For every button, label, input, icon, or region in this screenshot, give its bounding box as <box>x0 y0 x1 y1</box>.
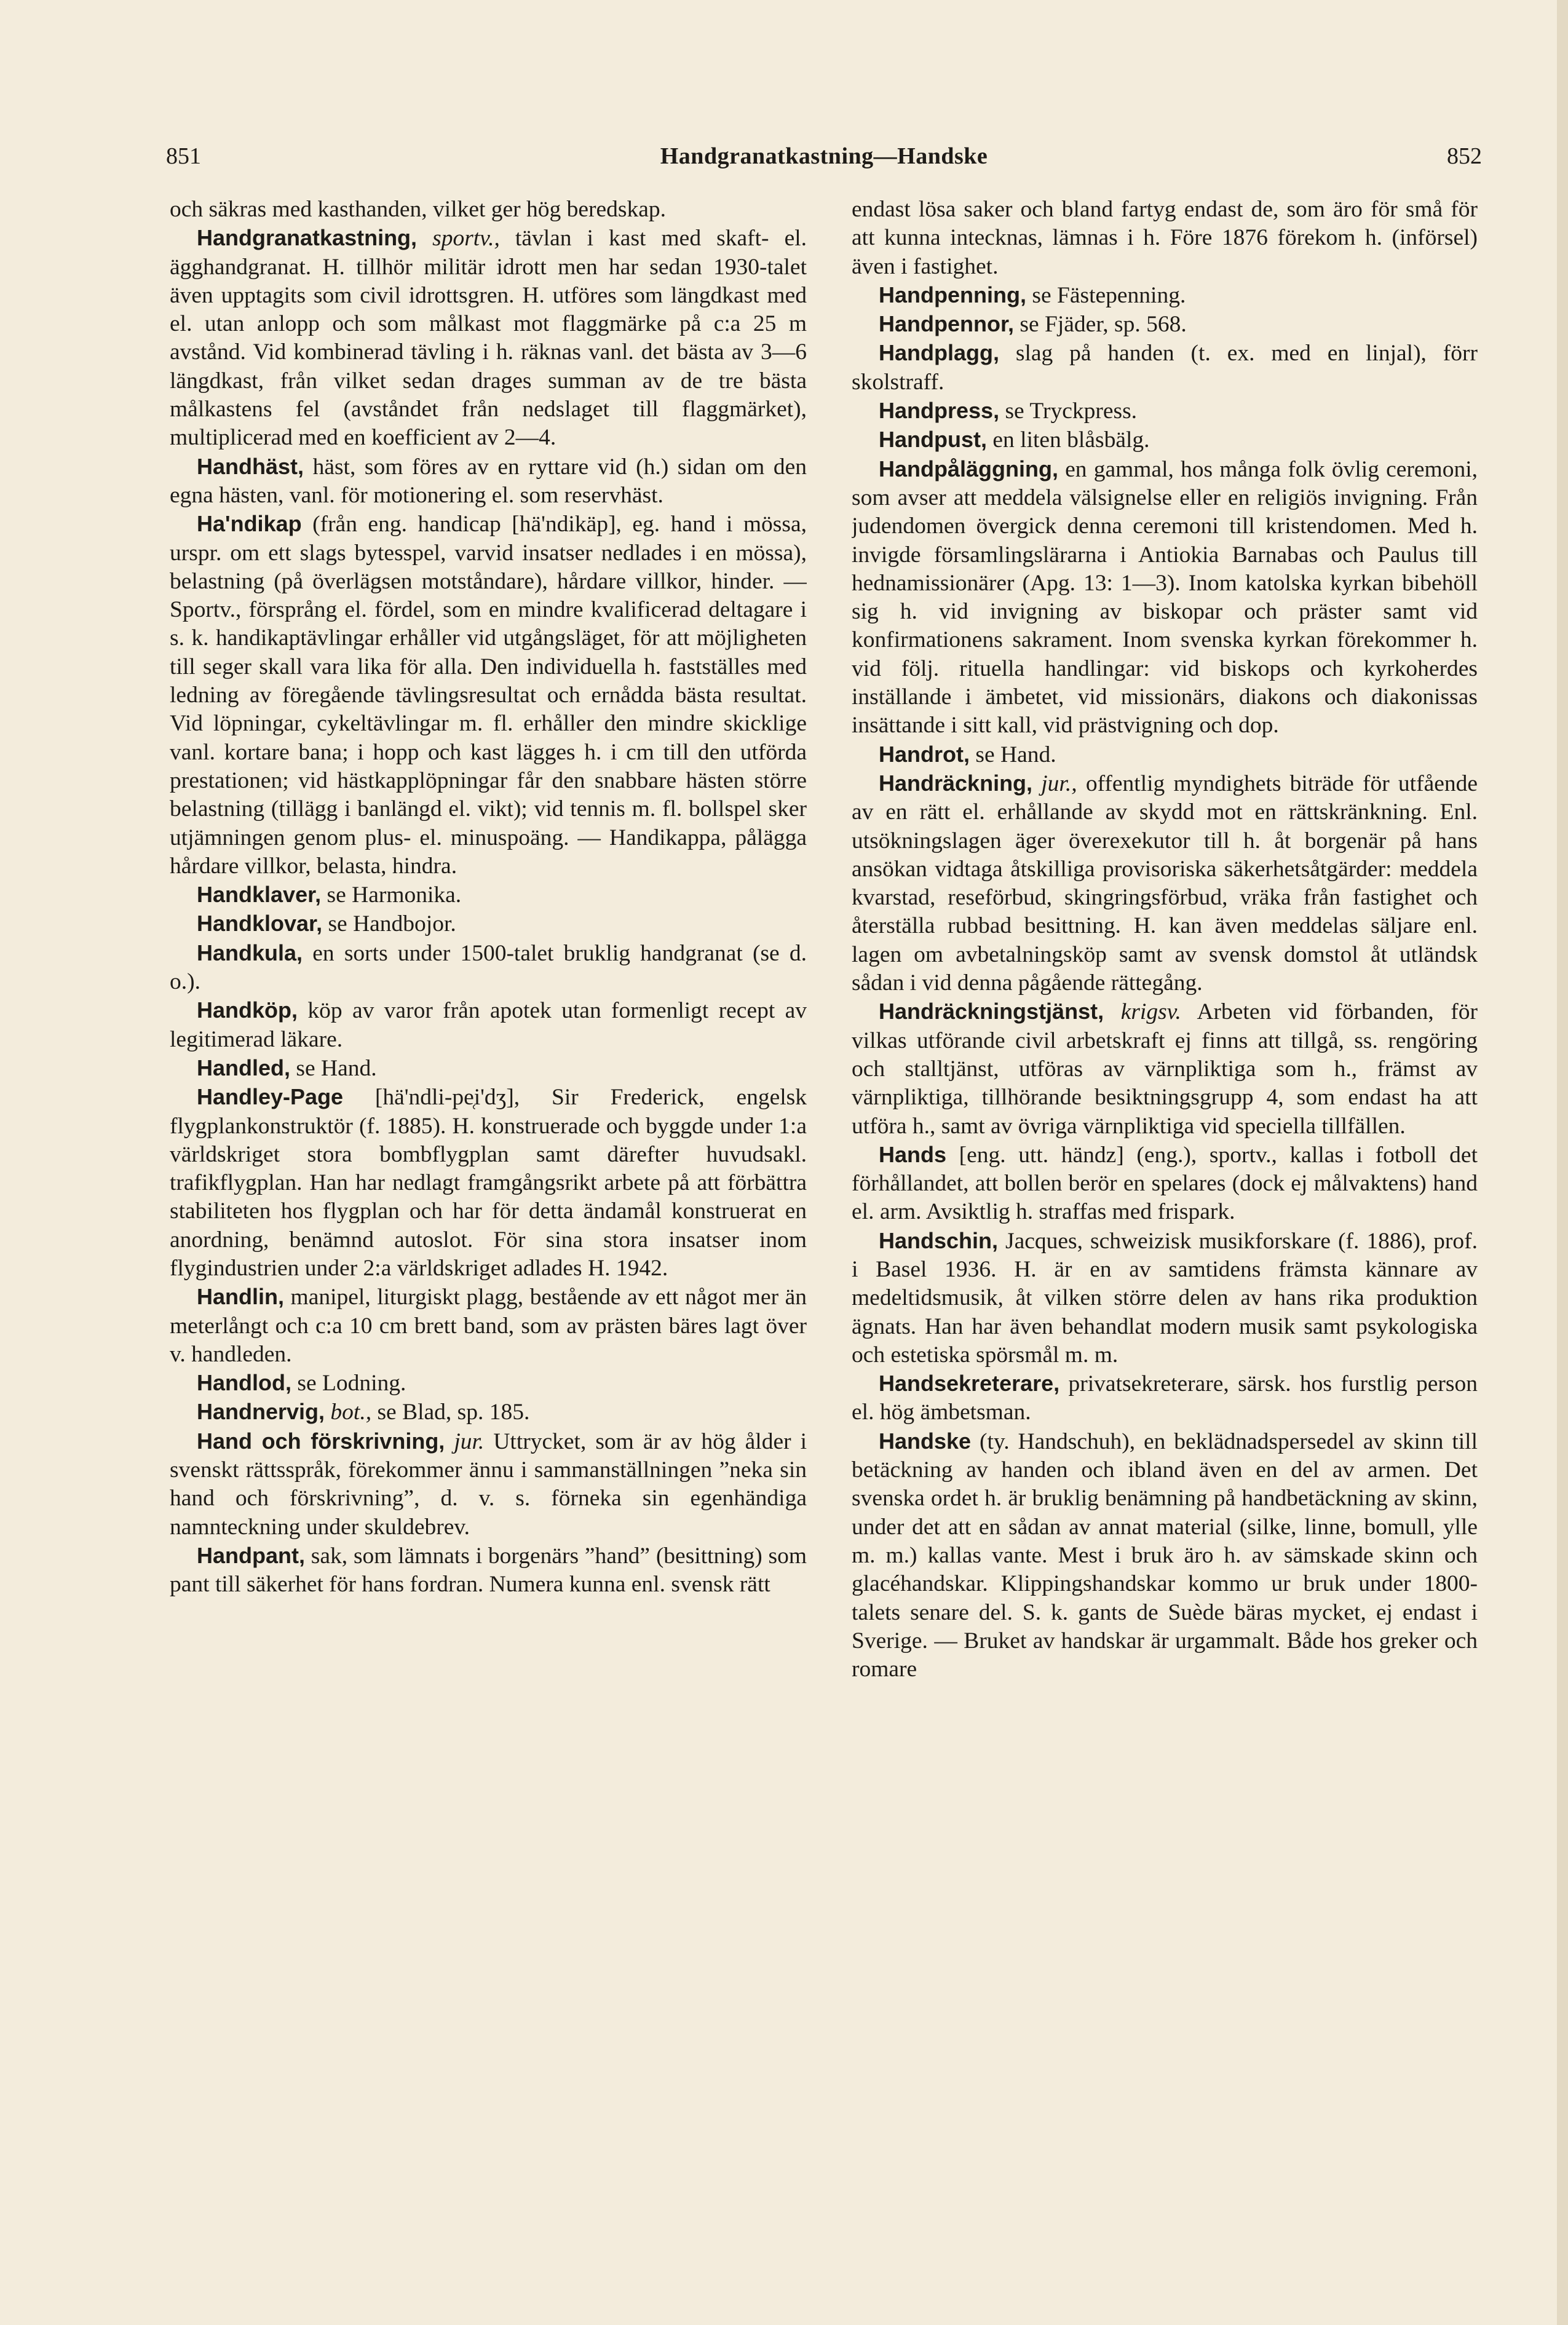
entry-text: [eng. utt. händz] (eng.), sportv., kallas i fotboll det förhållandet, att bollen berör en spelares (dock ej målvaktens) hand el. arm. Avsiktlig h. straffas med frispark. <box>852 1142 1478 1225</box>
dictionary-entry <box>170 1398 807 1427</box>
dictionary-entry <box>852 997 1478 1140</box>
entry-text: [hä'ndli-pe̜i'dʒ], Sir Frederick, engelsk flygplankonstruktör (f. 1885). H. konstruerade och byggde under 1:a världskriget stora bombflygplan samt därefter huvudsakl. trafikflygplan. Han har nedlagt framgångsrikt arbete på att förbättra stabiliteten hos flygplan och har för detta ändamål konstruerat en anordning, benämnd autoslot. För sina stora insatser inom flygindustrien under 2:a världskriget adlades H. 1942. <box>170 1085 807 1281</box>
entry-headword: Handkula, <box>197 940 303 965</box>
dictionary-entry <box>170 1283 807 1369</box>
entry-headword: Handpenning, <box>879 282 1026 307</box>
dictionary-entry <box>852 1227 1478 1369</box>
entry-domain-abbreviation: krigsv. <box>1120 999 1181 1025</box>
entry-headword: Handpress, <box>879 398 1000 424</box>
entry-headword: Handsekreterare, <box>879 1371 1060 1396</box>
entry-text: privatsekreterare, särsk. hos furstlig person el. hög ämbetsman. <box>852 1371 1478 1425</box>
dictionary-entry <box>170 939 807 997</box>
entry-text: se Lodning. <box>297 1371 406 1396</box>
entry-text: (ty. Handschuh), en beklädnadspersedel av skinn till betäckning av handen och ibland även en del av armen. Det svenska ordet h. är bruklig benämning på handbetäckning av skinn, under det att en sådan av annat material (silke, linne, bomull, ylle m. m.) kallas vante. Mest i bruk äro h. av sämskade skinn och glacéhandskar. Klippingshandskar kommo ur bruk under 1800-talets senare del. S. k. gants de Suède bäras mycket, ej endast i Sverige. — Bruket av handskar är urgammalt. Både hos greker och romare <box>852 1428 1478 1682</box>
dictionary-entry <box>170 881 807 909</box>
entry-headword: Handpåläggning, <box>879 456 1058 481</box>
dictionary-entry <box>170 224 807 452</box>
entry-text: Jacques, schweizisk musikforskare (f. 1886), prof. i Basel 1936. H. är en av samtidens främsta kännare av medeltidsmusik, åt vilken större delen av hans rika produktion ägnats. Han har även behandlat modern musik samt psykologiska och estetiska spörsmål m. m. <box>852 1228 1478 1368</box>
dictionary-entry <box>170 453 807 510</box>
right-column <box>852 196 1478 2305</box>
entry-text: se Tryckpress. <box>1005 398 1138 424</box>
entry-headword: Handpennor, <box>879 311 1015 337</box>
entry-headword: Handhäst, <box>197 453 304 479</box>
dictionary-entry <box>852 196 1478 281</box>
entry-headword: Handplagg, <box>879 340 999 366</box>
entry-text: och säkras med kasthanden, vilket ger hög beredskap. <box>170 197 667 222</box>
entry-headword: Handlod, <box>197 1370 291 1396</box>
dictionary-entry <box>170 196 807 224</box>
entry-domain-abbreviation: sportv., <box>432 226 500 252</box>
dictionary-entry <box>170 909 807 938</box>
entry-text: tävlan i kast med skaft- el. ägghandgranat. H. tillhör militär idrott men har sedan 1930-talet även upptagits som civil idrottsgren. H. utföres som längdkast med el. utan anlopp och som målkast mot flaggmärke på c:a 25 m avstånd. Vid kombinerad tävling i h. räknas vanl. det bästa av 3—6 längdkast, från vilket sedan drages summan av de tre bästa målkastens fel (avståndet från nedslaget till flaggmärket), multiplicerad med en koefficient av 2—4. <box>170 226 807 451</box>
entry-headword: Handlin, <box>197 1284 284 1310</box>
entry-text: se Fjäder, sp. 568. <box>1020 312 1187 338</box>
dictionary-entry <box>170 1054 807 1083</box>
dictionary-entry <box>852 339 1478 397</box>
entry-text: slag på handen (t. ex. med en linjal), förr skolstraff. <box>852 341 1478 395</box>
entry-text: köp av varor från apotek utan formenligt recept av legitimerad läkare. <box>170 998 807 1052</box>
dictionary-entry <box>852 1141 1478 1227</box>
entry-domain-abbreviation: bot., <box>330 1400 372 1425</box>
dictionary-entry <box>852 281 1478 310</box>
entry-headword: Handrot, <box>879 741 970 767</box>
dictionary-entry <box>170 1369 807 1398</box>
entry-headword: Handgranatkastning, <box>197 225 418 251</box>
entry-text: (från eng. handicap [hä'ndikäp], eg. hand i mössa, urspr. om ett slags bytesspel, varvid insatser nedlades i en mössa), belastning (på överlägsen motståndare), hårdare villkor, hinder. — Sportv., försprång el. fördel, som en mindre kvalificerad deltagare i s. k. handikaptävlingar erhåller vid utgångsläget, för att möjligheten till seger skall vara lika för alla. Den individuella h. fastställes med ledning av föregående tävlingsresultat och ernådda bästa resultat. Vid löpningar, cykeltävlingar m. fl. erhåller den mindre skicklige vanl. kortare bana; i hopp och kast lägges h. i cm till den utförda prestationen; vid hästkapplöpningar får den snabbare hästen större belastning (tillägg i banlängd el. vikt); vid tennis m. fl. bollspel sker utjämningen genom plus- el. minuspoäng. — Handikappa, pålägga hårdare villkor, belasta, hindra. <box>170 512 807 879</box>
page-number-right: 852 <box>1447 143 1482 169</box>
entry-headword: Ha'ndikap <box>197 511 302 537</box>
entry-headword: Handley-Page <box>197 1084 344 1110</box>
entry-text: se Hand. <box>975 742 1056 767</box>
entry-headword: Handpant, <box>197 1542 305 1568</box>
entry-headword: Handnervig, <box>197 1399 325 1425</box>
entry-headword: Handköp, <box>197 997 298 1023</box>
entry-text: manipel, liturgiskt plagg, bestående av ett något mer än meterlångt och c:a 10 cm brett band, som av prästen bäres lagt över v. handleden. <box>170 1285 807 1367</box>
dictionary-entry <box>852 769 1478 997</box>
entry-text: se Harmonika. <box>327 882 462 908</box>
dictionary-entry <box>170 1427 807 1542</box>
entry-headword: Handpust, <box>879 427 987 453</box>
page-number-left: 851 <box>166 143 201 169</box>
dictionary-entry <box>170 996 807 1054</box>
entry-headword: Handklovar, <box>197 911 323 937</box>
entry-text: sak, som lämnats i borgenärs ”hand” (besittning) som pant till säkerhet för hans fordran. Numera kunna enl. svensk rätt <box>170 1543 807 1598</box>
entry-headword: Handklaver, <box>197 882 322 908</box>
entry-text: se Hand. <box>296 1055 377 1081</box>
entry-text: se Blad, sp. 185. <box>377 1400 530 1425</box>
entry-text: offentlig myndighets biträde för utfående av en rätt el. erhållande av skydd mot en rättskränkning. Enl. utsökningslagen äger överexekutor till h. åt borgenär på hans ansökan vidtaga åtskilliga provisoriska säkerhetsåtgärder: meddela kvarstad, reseförbud, skingringsförbud, vräka från fastighet och återställa rubbad besittning. H. kan även meddelas säljare enl. lagen om avbetalningsköp samt av svensk domstol åt utländsk sådan i vid denna pågående rättegång. <box>852 770 1478 996</box>
dictionary-entry <box>852 426 1478 454</box>
page-header <box>166 143 1482 186</box>
entry-text: en sorts under 1500-talet bruklig handgranat (se d. o.). <box>170 940 807 995</box>
entry-text: se Fästepenning. <box>1032 282 1186 308</box>
entry-text: endast lösa saker och bland fartyg endast de, som äro för små för att kunna intecknas, lämnas i h. Före 1876 förekom h. (införsel) även i fastighet. <box>852 197 1478 279</box>
entry-headword: Hand och förskrivning, <box>197 1428 445 1454</box>
entry-text: se Handbojor. <box>328 911 456 937</box>
dictionary-entry <box>170 1083 807 1283</box>
entry-text: Uttrycket, som är av hög ålder i svenskt rättsspråk, förekommer ännu i sammanställningen ”neka sin hand och förskrivning”, d. v. s. förneka sin egenhändiga namnteckning under skuldebrev. <box>170 1428 807 1540</box>
entry-headword: Hands <box>879 1141 947 1167</box>
entry-headword: Handräckning, <box>879 770 1033 796</box>
entry-text: en gammal, hos många folk övlig ceremoni, som avser att meddela välsignelse eller en religiös invigning. Från judendomen övergick denna ceremoni till kristendomen. Med h. invigde församlingslärarna i Antiokia Barnabas och Paulus till hednamissionärer (Apg. 13: 1—3). Inom katolska kyrkan bibehöll sig h. vid invigning av biskopar och präster samt vid konfirmationens sakrament. Inom svenska kyrkan förekommer h. vid följ. rituella handlingar: vid biskops och kyrkoherdes inställande i ämbetet, vid missionärs, diakons och diakonissas insättande i sitt kall, vid prästvigning och dop. <box>852 456 1478 739</box>
entry-headword: Handske <box>879 1428 972 1454</box>
dictionary-entry <box>852 455 1478 740</box>
dictionary-entry <box>852 1427 1478 1684</box>
entry-text: en liten blåsbälg. <box>992 427 1150 453</box>
left-column <box>170 196 807 2305</box>
entry-domain-abbreviation: jur., <box>1041 770 1077 796</box>
dictionary-entry <box>852 740 1478 769</box>
entry-text: Arbeten vid förbanden, för vilkas utförande civil arbetskraft ej finns att tillgå, ss. rengöring och stalltjänst, utföras av värnpliktiga som h., främst av värnpliktiga, tillhörande besiktningsgrupp 4, som endast ha att utföra h., samt av övriga värnpliktiga vid speciella tillfällen. <box>852 999 1478 1139</box>
entry-text: häst, som föres av en ryttare vid (h.) sidan om den egna hästen, vanl. för motionering el. som reservhäst. <box>170 454 807 508</box>
entry-headword: Handschin, <box>879 1227 999 1253</box>
dictionary-entry <box>852 397 1478 426</box>
entry-headword: Handled, <box>197 1055 291 1080</box>
dictionary-entry <box>852 1369 1478 1427</box>
dictionary-entry <box>170 510 807 881</box>
entry-domain-abbreviation: jur. <box>454 1428 485 1454</box>
page-edge <box>1557 0 1568 2325</box>
dictionary-entry <box>852 310 1478 339</box>
dictionary-entry <box>170 1542 807 1599</box>
entry-headword: Handräckningstjänst, <box>879 999 1104 1024</box>
running-title: Handgranatkastning—Handske <box>660 143 988 169</box>
